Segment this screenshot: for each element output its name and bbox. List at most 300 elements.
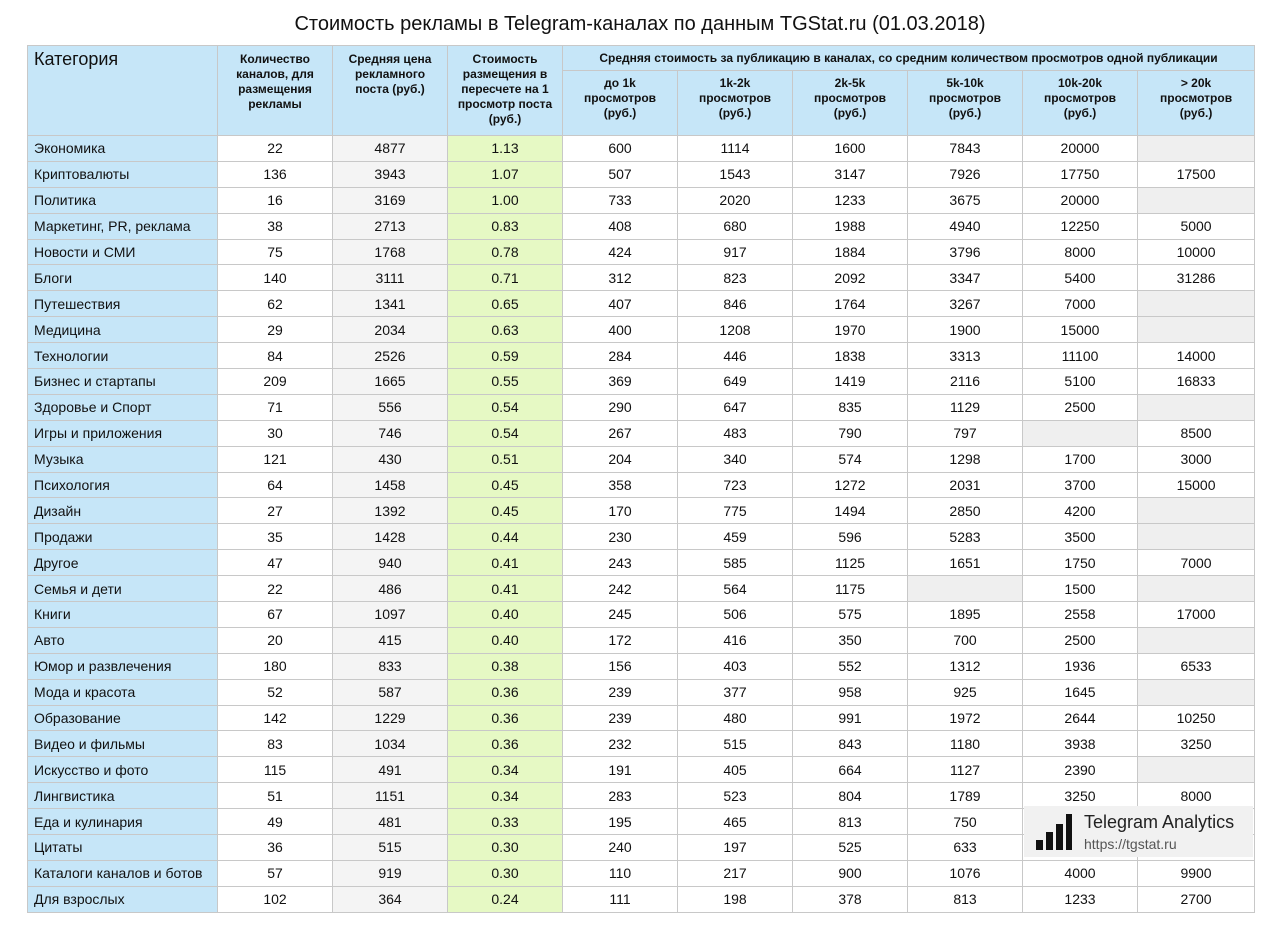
bucket-price-cell: 403 bbox=[678, 653, 793, 679]
avg-price-cell: 746 bbox=[333, 420, 448, 446]
bucket-price-cell: 1180 bbox=[908, 731, 1023, 757]
category-cell: Цитаты bbox=[28, 835, 218, 861]
bucket-price-cell: 647 bbox=[678, 394, 793, 420]
cost-per-view-cell: 0.45 bbox=[448, 472, 563, 498]
channels-cell: 102 bbox=[218, 886, 333, 912]
cost-per-view-cell: 1.13 bbox=[448, 136, 563, 162]
channels-cell: 180 bbox=[218, 653, 333, 679]
header-bucket-0: до 1k просмотров (руб.) bbox=[563, 71, 678, 136]
avg-price-cell: 1665 bbox=[333, 369, 448, 395]
category-cell: Авто bbox=[28, 627, 218, 653]
bucket-price-cell: 3938 bbox=[1023, 731, 1138, 757]
avg-price-cell: 919 bbox=[333, 860, 448, 886]
bucket-price-cell: 991 bbox=[793, 705, 908, 731]
bucket-price-cell: 1895 bbox=[908, 602, 1023, 628]
category-cell: Криптовалюты bbox=[28, 161, 218, 187]
bucket-price-cell: 16833 bbox=[1138, 369, 1255, 395]
category-cell: Образование bbox=[28, 705, 218, 731]
channels-cell: 30 bbox=[218, 420, 333, 446]
category-cell: Еда и кулинария bbox=[28, 809, 218, 835]
bucket-price-cell: 5000 bbox=[1138, 213, 1255, 239]
bucket-price-cell: 284 bbox=[563, 343, 678, 369]
cost-per-view-cell: 0.41 bbox=[448, 550, 563, 576]
channels-cell: 64 bbox=[218, 472, 333, 498]
bucket-price-cell bbox=[1023, 420, 1138, 446]
bucket-price-cell: 843 bbox=[793, 731, 908, 757]
bucket-price-cell: 1600 bbox=[793, 136, 908, 162]
category-cell: Для взрослых bbox=[28, 886, 218, 912]
avg-price-cell: 1768 bbox=[333, 239, 448, 265]
category-cell: Здоровье и Спорт bbox=[28, 394, 218, 420]
bucket-price-cell: 405 bbox=[678, 757, 793, 783]
bucket-price-cell: 198 bbox=[678, 886, 793, 912]
category-cell: Экономика bbox=[28, 136, 218, 162]
category-cell: Технологии bbox=[28, 343, 218, 369]
bucket-price-cell: 290 bbox=[563, 394, 678, 420]
bucket-price-cell: 230 bbox=[563, 524, 678, 550]
bucket-price-cell: 407 bbox=[563, 291, 678, 317]
bucket-price-cell: 823 bbox=[678, 265, 793, 291]
category-cell: Музыка bbox=[28, 446, 218, 472]
category-cell: Каталоги каналов и ботов bbox=[28, 860, 218, 886]
bucket-price-cell: 6533 bbox=[1138, 653, 1255, 679]
bucket-price-cell: 633 bbox=[908, 835, 1023, 861]
bucket-price-cell: 917 bbox=[678, 239, 793, 265]
bucket-price-cell: 1900 bbox=[908, 317, 1023, 343]
bucket-price-cell: 172 bbox=[563, 627, 678, 653]
bucket-price-cell: 3796 bbox=[908, 239, 1023, 265]
category-cell: Мода и красота bbox=[28, 679, 218, 705]
bucket-price-cell: 4940 bbox=[908, 213, 1023, 239]
bucket-price-cell: 1988 bbox=[793, 213, 908, 239]
bucket-price-cell: 4000 bbox=[1023, 860, 1138, 886]
bucket-price-cell: 1312 bbox=[908, 653, 1023, 679]
bucket-price-cell: 377 bbox=[678, 679, 793, 705]
bucket-price-cell: 156 bbox=[563, 653, 678, 679]
bucket-price-cell bbox=[1138, 136, 1255, 162]
cost-per-view-cell: 0.36 bbox=[448, 705, 563, 731]
table-row bbox=[28, 757, 1255, 783]
bucket-price-cell: 369 bbox=[563, 369, 678, 395]
bucket-price-cell: 483 bbox=[678, 420, 793, 446]
bucket-price-cell: 10250 bbox=[1138, 705, 1255, 731]
bucket-price-cell: 790 bbox=[793, 420, 908, 446]
bucket-price-cell: 2031 bbox=[908, 472, 1023, 498]
avg-price-cell: 1229 bbox=[333, 705, 448, 731]
channels-cell: 83 bbox=[218, 731, 333, 757]
avg-price-cell: 430 bbox=[333, 446, 448, 472]
avg-price-cell: 515 bbox=[333, 835, 448, 861]
bucket-price-cell: 1419 bbox=[793, 369, 908, 395]
category-cell: Психология bbox=[28, 472, 218, 498]
channels-cell: 52 bbox=[218, 679, 333, 705]
bucket-price-cell: 378 bbox=[793, 886, 908, 912]
bucket-price-cell: 750 bbox=[908, 809, 1023, 835]
bar-chart-logo-icon bbox=[1036, 814, 1072, 850]
table-row bbox=[28, 731, 1255, 757]
cost-per-view-cell: 0.51 bbox=[448, 446, 563, 472]
bucket-price-cell: 14000 bbox=[1138, 343, 1255, 369]
bucket-price-cell: 2700 bbox=[1138, 886, 1255, 912]
bucket-price-cell: 170 bbox=[563, 498, 678, 524]
bucket-price-cell: 217 bbox=[678, 860, 793, 886]
bucket-price-cell bbox=[1138, 679, 1255, 705]
bucket-price-cell: 312 bbox=[563, 265, 678, 291]
table-row bbox=[28, 187, 1255, 213]
bucket-price-cell: 1500 bbox=[1023, 576, 1138, 602]
bucket-price-cell: 400 bbox=[563, 317, 678, 343]
avg-price-cell: 4877 bbox=[333, 136, 448, 162]
cost-per-view-cell: 0.41 bbox=[448, 576, 563, 602]
bucket-price-cell: 110 bbox=[563, 860, 678, 886]
bucket-price-cell: 1750 bbox=[1023, 550, 1138, 576]
bucket-price-cell: 846 bbox=[678, 291, 793, 317]
channels-cell: 136 bbox=[218, 161, 333, 187]
category-cell: Игры и приложения bbox=[28, 420, 218, 446]
avg-price-cell: 481 bbox=[333, 809, 448, 835]
cost-per-view-cell: 0.30 bbox=[448, 860, 563, 886]
bucket-price-cell bbox=[1138, 627, 1255, 653]
table-row bbox=[28, 860, 1255, 886]
bucket-price-cell: 267 bbox=[563, 420, 678, 446]
bucket-price-cell: 8000 bbox=[1023, 239, 1138, 265]
bucket-price-cell: 574 bbox=[793, 446, 908, 472]
bucket-price-cell: 240 bbox=[563, 835, 678, 861]
cost-per-view-cell: 0.40 bbox=[448, 602, 563, 628]
avg-price-cell: 1392 bbox=[333, 498, 448, 524]
bucket-price-cell: 2644 bbox=[1023, 705, 1138, 731]
channels-cell: 51 bbox=[218, 783, 333, 809]
bucket-price-cell: 552 bbox=[793, 653, 908, 679]
bucket-price-cell: 17000 bbox=[1138, 602, 1255, 628]
table-row bbox=[28, 524, 1255, 550]
bucket-price-cell: 2116 bbox=[908, 369, 1023, 395]
avg-price-cell: 2034 bbox=[333, 317, 448, 343]
bucket-price-cell: 424 bbox=[563, 239, 678, 265]
cost-per-view-cell: 0.34 bbox=[448, 783, 563, 809]
bucket-price-cell: 204 bbox=[563, 446, 678, 472]
bucket-price-cell: 1651 bbox=[908, 550, 1023, 576]
bucket-price-cell bbox=[1138, 394, 1255, 420]
bucket-price-cell: 15000 bbox=[1138, 472, 1255, 498]
header-bucket-4: 10k-20k просмотров (руб.) bbox=[1023, 71, 1138, 136]
avg-price-cell: 364 bbox=[333, 886, 448, 912]
bucket-price-cell: 2850 bbox=[908, 498, 1023, 524]
channels-cell: 115 bbox=[218, 757, 333, 783]
table-row bbox=[28, 886, 1255, 912]
bucket-price-cell bbox=[908, 576, 1023, 602]
cost-per-view-cell: 0.63 bbox=[448, 317, 563, 343]
bucket-price-cell: 3250 bbox=[1023, 783, 1138, 809]
bucket-price-cell: 459 bbox=[678, 524, 793, 550]
cost-per-view-cell: 0.33 bbox=[448, 809, 563, 835]
table-row bbox=[28, 420, 1255, 446]
bucket-price-cell: 195 bbox=[563, 809, 678, 835]
avg-price-cell: 940 bbox=[333, 550, 448, 576]
header-category: Категория bbox=[28, 46, 218, 136]
bucket-price-cell: 1125 bbox=[793, 550, 908, 576]
bucket-price-cell: 575 bbox=[793, 602, 908, 628]
bucket-price-cell: 1936 bbox=[1023, 653, 1138, 679]
table-row bbox=[28, 627, 1255, 653]
category-cell: Дизайн bbox=[28, 498, 218, 524]
bucket-price-cell: 2020 bbox=[678, 187, 793, 213]
bucket-price-cell: 2558 bbox=[1023, 602, 1138, 628]
category-cell: Книги bbox=[28, 602, 218, 628]
bucket-price-cell: 1208 bbox=[678, 317, 793, 343]
bucket-price-cell: 446 bbox=[678, 343, 793, 369]
bucket-price-cell: 1789 bbox=[908, 783, 1023, 809]
bucket-price-cell: 596 bbox=[793, 524, 908, 550]
channels-cell: 49 bbox=[218, 809, 333, 835]
bucket-price-cell: 2500 bbox=[1023, 627, 1138, 653]
avg-price-cell: 491 bbox=[333, 757, 448, 783]
bucket-price-cell: 350 bbox=[793, 627, 908, 653]
bucket-price-cell: 1972 bbox=[908, 705, 1023, 731]
category-cell: Медицина bbox=[28, 317, 218, 343]
bucket-price-cell: 1764 bbox=[793, 291, 908, 317]
avg-price-cell: 3943 bbox=[333, 161, 448, 187]
cost-per-view-cell: 0.65 bbox=[448, 291, 563, 317]
table-row bbox=[28, 239, 1255, 265]
bucket-price-cell: 4200 bbox=[1023, 498, 1138, 524]
header-avg-price: Средняя цена рекламного поста (руб.) bbox=[333, 46, 448, 136]
bucket-price-cell bbox=[1138, 498, 1255, 524]
bucket-price-cell: 797 bbox=[908, 420, 1023, 446]
table-row bbox=[28, 472, 1255, 498]
avg-price-cell: 486 bbox=[333, 576, 448, 602]
avg-price-cell: 3111 bbox=[333, 265, 448, 291]
category-cell: Новости и СМИ bbox=[28, 239, 218, 265]
cost-per-view-cell: 0.83 bbox=[448, 213, 563, 239]
table-row bbox=[28, 343, 1255, 369]
channels-cell: 209 bbox=[218, 369, 333, 395]
bucket-price-cell: 1272 bbox=[793, 472, 908, 498]
table-row bbox=[28, 576, 1255, 602]
avg-price-cell: 1458 bbox=[333, 472, 448, 498]
bucket-price-cell: 900 bbox=[793, 860, 908, 886]
cost-per-view-cell: 0.54 bbox=[448, 394, 563, 420]
bucket-price-cell: 1645 bbox=[1023, 679, 1138, 705]
bucket-price-cell: 111 bbox=[563, 886, 678, 912]
bucket-price-cell: 245 bbox=[563, 602, 678, 628]
bucket-price-cell: 515 bbox=[678, 731, 793, 757]
category-cell: Другое bbox=[28, 550, 218, 576]
category-cell: Политика bbox=[28, 187, 218, 213]
watermark-name: Telegram Analytics bbox=[1084, 812, 1235, 832]
channels-cell: 27 bbox=[218, 498, 333, 524]
bucket-price-cell: 506 bbox=[678, 602, 793, 628]
bucket-price-cell: 3700 bbox=[1023, 472, 1138, 498]
avg-price-cell: 833 bbox=[333, 653, 448, 679]
avg-price-cell: 556 bbox=[333, 394, 448, 420]
bucket-price-cell: 1494 bbox=[793, 498, 908, 524]
bucket-price-cell: 416 bbox=[678, 627, 793, 653]
table-row bbox=[28, 498, 1255, 524]
bucket-price-cell: 700 bbox=[908, 627, 1023, 653]
bucket-price-cell: 1298 bbox=[908, 446, 1023, 472]
table-row bbox=[28, 394, 1255, 420]
bucket-price-cell: 664 bbox=[793, 757, 908, 783]
bucket-price-cell bbox=[1138, 524, 1255, 550]
bucket-price-cell: 3500 bbox=[1023, 524, 1138, 550]
bucket-price-cell: 1076 bbox=[908, 860, 1023, 886]
bucket-price-cell: 680 bbox=[678, 213, 793, 239]
bucket-price-cell: 1129 bbox=[908, 394, 1023, 420]
watermark bbox=[1024, 806, 1253, 857]
header-bucket-2: 2k-5k просмотров (руб.) bbox=[793, 71, 908, 136]
header-cost-per-view: Стоимость размещения в пересчете на 1 просмотр поста (руб.) bbox=[448, 46, 563, 136]
bucket-price-cell: 358 bbox=[563, 472, 678, 498]
channels-cell: 36 bbox=[218, 835, 333, 861]
table-row bbox=[28, 161, 1255, 187]
bucket-price-cell: 1233 bbox=[1023, 886, 1138, 912]
cost-per-view-cell: 0.38 bbox=[448, 653, 563, 679]
avg-price-cell: 1151 bbox=[333, 783, 448, 809]
table-row bbox=[28, 317, 1255, 343]
bucket-price-cell: 17500 bbox=[1138, 161, 1255, 187]
category-cell: Продажи bbox=[28, 524, 218, 550]
bucket-price-cell: 31286 bbox=[1138, 265, 1255, 291]
table-row bbox=[28, 291, 1255, 317]
category-cell: Юмор и развлечения bbox=[28, 653, 218, 679]
bucket-price-cell: 775 bbox=[678, 498, 793, 524]
cost-per-view-cell: 0.71 bbox=[448, 265, 563, 291]
table-row bbox=[28, 679, 1255, 705]
cost-per-view-cell: 0.40 bbox=[448, 627, 563, 653]
channels-cell: 35 bbox=[218, 524, 333, 550]
channels-cell: 75 bbox=[218, 239, 333, 265]
bucket-price-cell: 15000 bbox=[1023, 317, 1138, 343]
avg-price-cell: 3169 bbox=[333, 187, 448, 213]
bucket-price-cell: 7000 bbox=[1138, 550, 1255, 576]
bucket-price-cell: 20000 bbox=[1023, 187, 1138, 213]
header-channels: Количество каналов, для размещения рекламы bbox=[218, 46, 333, 136]
cost-per-view-cell: 1.07 bbox=[448, 161, 563, 187]
bucket-price-cell: 191 bbox=[563, 757, 678, 783]
bucket-price-cell: 1127 bbox=[908, 757, 1023, 783]
bucket-price-cell: 232 bbox=[563, 731, 678, 757]
avg-price-cell: 1034 bbox=[333, 731, 448, 757]
bucket-price-cell: 20000 bbox=[1023, 136, 1138, 162]
bucket-price-cell: 465 bbox=[678, 809, 793, 835]
table-row bbox=[28, 265, 1255, 291]
bucket-price-cell: 480 bbox=[678, 705, 793, 731]
bucket-price-cell: 17750 bbox=[1023, 161, 1138, 187]
bucket-price-cell bbox=[1138, 187, 1255, 213]
avg-price-cell: 415 bbox=[333, 627, 448, 653]
cost-per-view-cell: 1.00 bbox=[448, 187, 563, 213]
bucket-price-cell: 243 bbox=[563, 550, 678, 576]
bucket-price-cell: 3250 bbox=[1138, 731, 1255, 757]
header-views-span: Средняя стоимость за публикацию в каналах, со средним количеством просмотров одной публикации bbox=[563, 46, 1255, 71]
bucket-price-cell: 7843 bbox=[908, 136, 1023, 162]
bucket-price-cell: 5100 bbox=[1023, 369, 1138, 395]
bucket-price-cell: 239 bbox=[563, 679, 678, 705]
channels-cell: 140 bbox=[218, 265, 333, 291]
bucket-price-cell: 197 bbox=[678, 835, 793, 861]
category-cell: Искусство и фото bbox=[28, 757, 218, 783]
bucket-price-cell: 12250 bbox=[1023, 213, 1138, 239]
category-cell: Видео и фильмы bbox=[28, 731, 218, 757]
bucket-price-cell: 9900 bbox=[1138, 860, 1255, 886]
cost-per-view-cell: 0.24 bbox=[448, 886, 563, 912]
bucket-price-cell: 2500 bbox=[1023, 394, 1138, 420]
bucket-price-cell: 8000 bbox=[1138, 783, 1255, 809]
watermark-url: https://tgstat.ru bbox=[1084, 836, 1177, 852]
bucket-price-cell: 10000 bbox=[1138, 239, 1255, 265]
bucket-price-cell: 283 bbox=[563, 783, 678, 809]
bucket-price-cell: 649 bbox=[678, 369, 793, 395]
bucket-price-cell: 523 bbox=[678, 783, 793, 809]
cost-per-view-cell: 0.44 bbox=[448, 524, 563, 550]
bucket-price-cell: 5400 bbox=[1023, 265, 1138, 291]
bucket-price-cell: 958 bbox=[793, 679, 908, 705]
bucket-price-cell: 813 bbox=[793, 809, 908, 835]
bucket-price-cell: 813 bbox=[908, 886, 1023, 912]
channels-cell: 67 bbox=[218, 602, 333, 628]
header-bucket-1: 1k-2k просмотров (руб.) bbox=[678, 71, 793, 136]
category-cell: Маркетинг, PR, реклама bbox=[28, 213, 218, 239]
channels-cell: 29 bbox=[218, 317, 333, 343]
cost-per-view-cell: 0.36 bbox=[448, 679, 563, 705]
table-row bbox=[28, 653, 1255, 679]
cost-per-view-cell: 0.34 bbox=[448, 757, 563, 783]
cost-per-view-cell: 0.45 bbox=[448, 498, 563, 524]
bucket-price-cell: 242 bbox=[563, 576, 678, 602]
ad-cost-table bbox=[27, 45, 1255, 913]
cost-per-view-cell: 0.54 bbox=[448, 420, 563, 446]
bucket-price-cell: 1700 bbox=[1023, 446, 1138, 472]
table-row bbox=[28, 446, 1255, 472]
bucket-price-cell: 7926 bbox=[908, 161, 1023, 187]
avg-price-cell: 1428 bbox=[333, 524, 448, 550]
category-cell: Лингвистика bbox=[28, 783, 218, 809]
table-row bbox=[28, 705, 1255, 731]
channels-cell: 16 bbox=[218, 187, 333, 213]
bucket-price-cell: 3347 bbox=[908, 265, 1023, 291]
table-row bbox=[28, 369, 1255, 395]
avg-price-cell: 1097 bbox=[333, 602, 448, 628]
table-row bbox=[28, 213, 1255, 239]
channels-cell: 84 bbox=[218, 343, 333, 369]
table-row bbox=[28, 783, 1255, 809]
header-bucket-3: 5k-10k просмотров (руб.) bbox=[908, 71, 1023, 136]
category-cell: Бизнес и стартапы bbox=[28, 369, 218, 395]
cost-per-view-cell: 0.55 bbox=[448, 369, 563, 395]
bucket-price-cell: 3267 bbox=[908, 291, 1023, 317]
bucket-price-cell: 2390 bbox=[1023, 757, 1138, 783]
cost-per-view-cell: 0.78 bbox=[448, 239, 563, 265]
channels-cell: 20 bbox=[218, 627, 333, 653]
bucket-price-cell: 408 bbox=[563, 213, 678, 239]
bucket-price-cell: 2092 bbox=[793, 265, 908, 291]
bucket-price-cell: 525 bbox=[793, 835, 908, 861]
avg-price-cell: 587 bbox=[333, 679, 448, 705]
bucket-price-cell: 835 bbox=[793, 394, 908, 420]
table-row bbox=[28, 136, 1255, 162]
bucket-price-cell: 723 bbox=[678, 472, 793, 498]
bucket-price-cell: 11100 bbox=[1023, 343, 1138, 369]
bucket-price-cell: 3313 bbox=[908, 343, 1023, 369]
channels-cell: 47 bbox=[218, 550, 333, 576]
bucket-price-cell: 1233 bbox=[793, 187, 908, 213]
channels-cell: 121 bbox=[218, 446, 333, 472]
cost-per-view-cell: 0.36 bbox=[448, 731, 563, 757]
header-bucket-5: > 20k просмотров (руб.) bbox=[1138, 71, 1255, 136]
bucket-price-cell: 733 bbox=[563, 187, 678, 213]
bucket-price-cell: 564 bbox=[678, 576, 793, 602]
